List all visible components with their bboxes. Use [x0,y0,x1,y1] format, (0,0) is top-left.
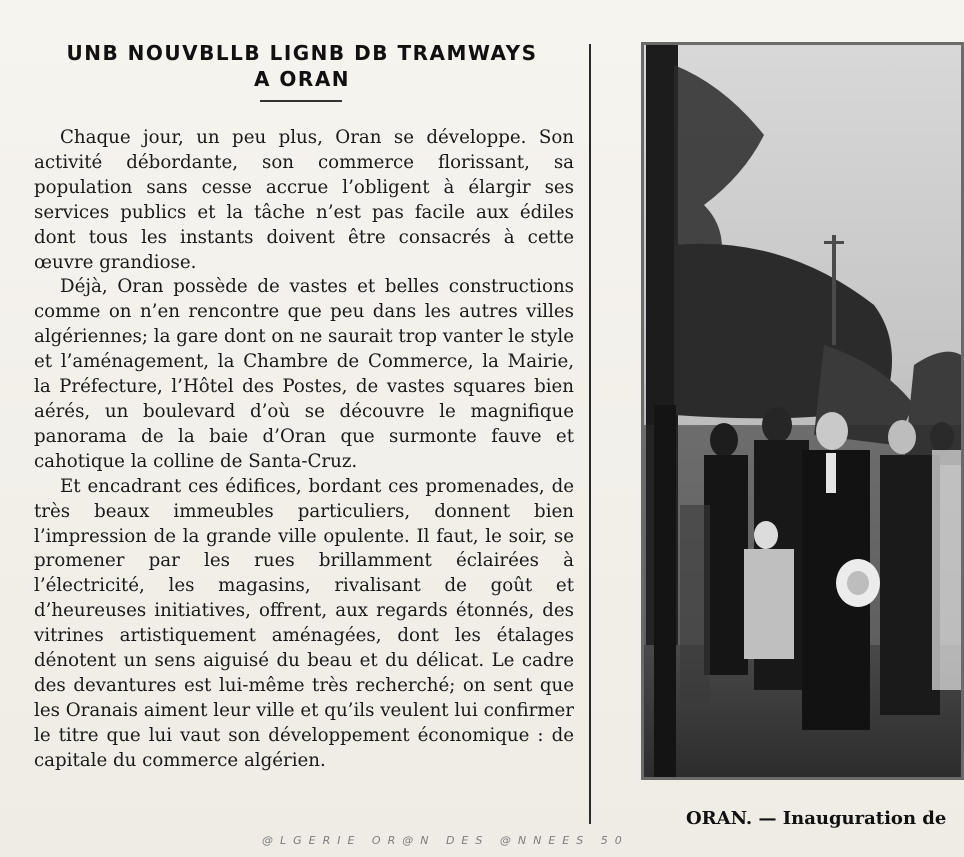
headline-line-2: A ORAN [253,67,351,91]
article-paragraph-3: Et encadrant ces édifices, bordant ces promenades, de très beaux immeubles particuliers, donnent bien l’impression de la grande ville opulente. Il faut, le soir, se promener par les rues brillamment éclairées à l’électricité, les magasins, rivalisant de goût et d’heureuses initiatives, offrent, aux regards étonnés, des vitrines artistiquement aménagées, dont les étalages dénotent un sens aiguisé du beau et du délicat. Le cadre des devantures est lui-même très recherché; on sent que les Oranais aiment leur ville et qu’ils veulent lui confirmer le titre que lui vaut son développement économique : de capitale du commerce algérien. [34,475,574,771]
photo-illustration [644,45,961,777]
article-headline [22,40,582,92]
inauguration-photo [641,42,964,780]
photo-caption: ORAN. — Inauguration de [686,808,947,829]
headline-line-1: UNB NOUVBLLB LIGNB DB TRAMWAYS [66,41,538,65]
article-body [34,126,574,774]
article-paragraph-2: Déjà, Oran possède de vastes et belles constructions comme on n’en rencontre que peu dans les autres villes algériennes; la gare dont on ne saurait trop vanter le style et l’aménagement, la Chambre de Commerce, la Mairie, la Préfecture, l’Hôtel des Postes, de vastes squares bien aérés, un boulevard d’où se découvre le magnifique panorama de la baie d’Oran que surmonte fauve et cahotique la colline de Santa-Cruz. [34,276,574,472]
article-paragraph-1: Chaque jour, un peu plus, Oran se développe. Son activité débordante, son commerce florissant, sa population sans cesse accrue l’obligent à élargir ses services publics et la tâche n’est pas facile aux édiles dont tous les instants doivent être consacrés à cette œuvre grandiose. [34,127,574,273]
column-divider [589,44,591,824]
headline-rule [260,100,342,102]
watermark-text: @LGERIE OR@N DES @NNEES 50 [262,834,629,847]
